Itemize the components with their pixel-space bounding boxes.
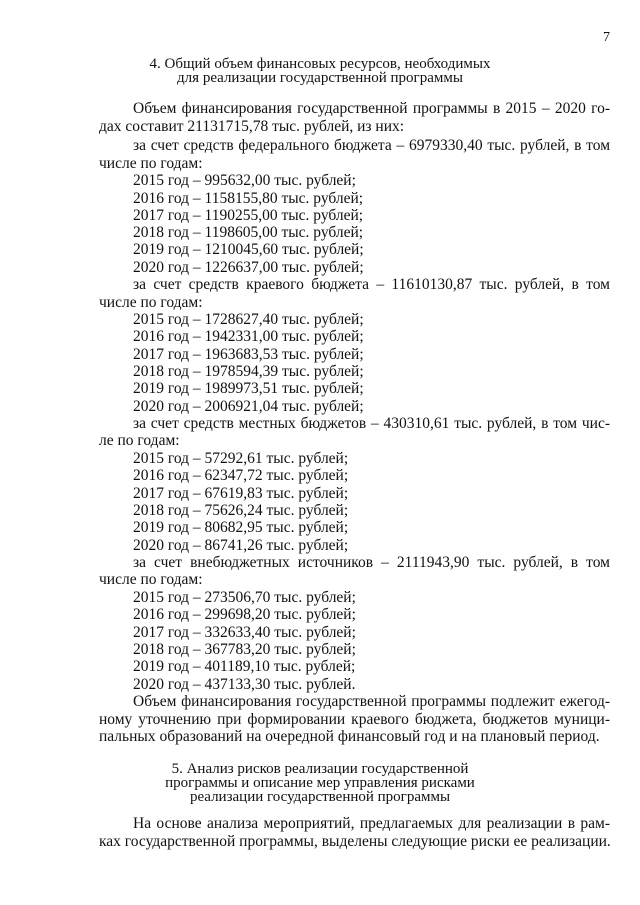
extrabudget-year-line: 2015 год – 273506,70 тыс. рублей;: [133, 589, 356, 606]
section5-line: ках государственной программы, выделены следующие риски ее реализации.: [99, 833, 611, 850]
federal-year-line: 2020 год – 1226637,00 тыс. рублей;: [133, 259, 364, 276]
section5-title-line: реализации государственной программы: [189, 789, 451, 805]
intro-line: Объем финансирования государственной программы в 2015 – 2020 го-: [133, 100, 610, 117]
closing-line: пальных образований на очередной финансовый год и на плановый период.: [99, 728, 600, 745]
extrabudget-year-line: 2017 год – 332633,40 тыс. рублей;: [133, 624, 356, 641]
federal-year-line: 2015 год – 995632,00 тыс. рублей;: [133, 172, 356, 189]
extrabudget-year-line: 2016 год – 299698,20 тыс. рублей;: [133, 606, 356, 623]
regional-line: числе по годам:: [99, 294, 203, 311]
regional-line: за счет средств краевого бюджета – 11610130,87 тыс. рублей, в том: [133, 276, 610, 293]
extrabudget-line: за счет внебюджетных источников – 2111943,90 тыс. рублей, в том: [133, 554, 610, 571]
local-year-line: 2016 год – 62347,72 тыс. рублей;: [133, 467, 349, 484]
federal-year-line: 2016 год – 1158155,80 тыс. рублей;: [133, 190, 364, 207]
federal-year-line: 2019 год – 1210045,60 тыс. рублей;: [133, 241, 364, 258]
regional-year-line: 2018 год – 1978594,39 тыс. рублей;: [133, 363, 364, 380]
extrabudget-year-line: 2019 год – 401189,10 тыс. рублей;: [133, 658, 356, 675]
federal-line: числе по годам:: [99, 155, 203, 172]
local-year-line: 2020 год – 86741,26 тыс. рублей;: [133, 537, 349, 554]
regional-year-line: 2019 год – 1989973,51 тыс. рублей;: [133, 380, 364, 397]
local-year-line: 2015 год – 57292,61 тыс. рублей;: [133, 450, 349, 467]
section5-title: [0, 762, 640, 804]
regional-year-line: 2016 год – 1942331,00 тыс. рублей;: [133, 328, 364, 345]
closing-line: Объем финансирования государственной программы подлежит ежегод-: [133, 693, 610, 710]
closing-line: ному уточнению при формировании краевого бюджета, бюджетов муници-: [99, 711, 610, 728]
extrabudget-year-line: 2020 год – 437133,30 тыс. рублей.: [133, 676, 356, 693]
local-year-line: 2017 год – 67619,83 тыс. рублей;: [133, 485, 349, 502]
section5-title-line: 5. Анализ рисков реализации государственной: [171, 761, 469, 777]
page-number: 7: [603, 30, 610, 45]
section4-title-line: 4. Общий объем финансовых ресурсов, необходимых: [149, 56, 491, 72]
federal-line: за счет средств федерального бюджета – 6979330,40 тыс. рублей, в том: [133, 137, 610, 154]
section4-title-line: для реализации государственной программы: [177, 70, 463, 86]
local-line: ле по годам:: [99, 432, 180, 449]
extrabudget-line: числе по годам:: [99, 571, 203, 588]
regional-year-line: 2015 год – 1728627,40 тыс. рублей;: [133, 311, 364, 328]
federal-year-line: 2017 год – 1190255,00 тыс. рублей;: [133, 207, 364, 224]
intro-line: дах составит 21131715,78 тыс. рублей, из них:: [99, 118, 405, 135]
local-line: за счет средств местных бюджетов – 430310,61 тыс. рублей, в том чис-: [133, 415, 610, 432]
section5-line: На основе анализа мероприятий, предлагаемых для реализации в рам-: [133, 815, 610, 832]
federal-year-line: 2018 год – 1198605,00 тыс. рублей;: [133, 224, 364, 241]
section5-title-line: программы и описание мер управления рисками: [165, 775, 475, 791]
section4-title: [0, 57, 640, 85]
regional-year-line: 2020 год – 2006921,04 тыс. рублей;: [133, 398, 364, 415]
local-year-line: 2019 год – 80682,95 тыс. рублей;: [133, 519, 349, 536]
local-year-line: 2018 год – 75626,24 тыс. рублей;: [133, 502, 349, 519]
regional-year-line: 2017 год – 1963683,53 тыс. рублей;: [133, 346, 364, 363]
extrabudget-year-line: 2018 год – 367783,20 тыс. рублей;: [133, 641, 356, 658]
